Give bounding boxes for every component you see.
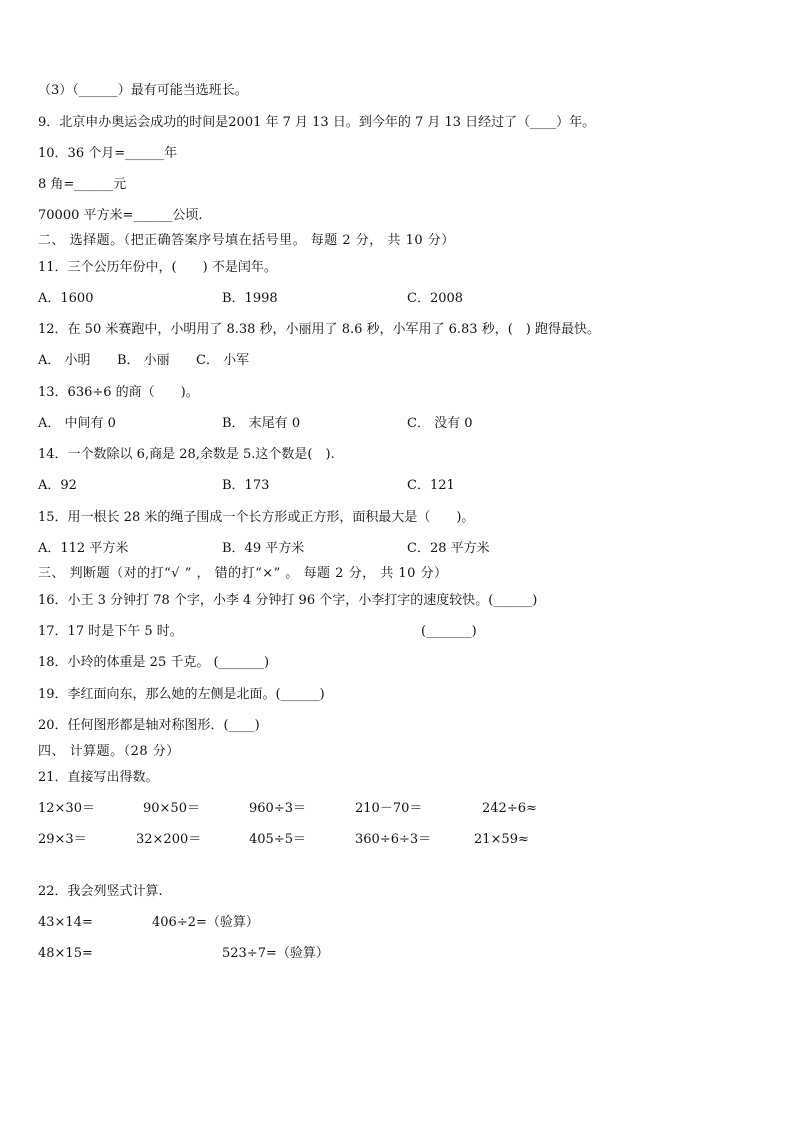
q11-option-a: A．1600 bbox=[38, 291, 94, 306]
q12-option-c: C． 小军 bbox=[196, 353, 250, 368]
question-10c: 70000 平方米=______公顷. bbox=[38, 208, 203, 223]
question-16: 16．小王 3 分钟打 78 个字，小李 4 分钟打 96 个字，小李打字的速度较快。(______) bbox=[38, 593, 538, 608]
q15-option-c: C．28 平方米 bbox=[407, 541, 490, 556]
question-11: 11．三个公历年份中，( ) 不是闰年。 bbox=[38, 260, 277, 275]
q14-option-b: B．173 bbox=[222, 478, 270, 493]
section-4-heading: 四、 计算题。（28 分） bbox=[38, 744, 180, 759]
calc-item: 360÷6÷3＝ bbox=[355, 832, 432, 847]
q14-option-a: A．92 bbox=[38, 478, 77, 493]
q8-sub3: （3）（______）最有可能当选班长。 bbox=[38, 83, 248, 98]
q15-option-b: B．49 平方米 bbox=[222, 541, 305, 556]
calc-item: 242÷6≈ bbox=[482, 801, 537, 816]
q11-option-c: C．2008 bbox=[407, 291, 464, 306]
question-21: 21．直接写出得数。 bbox=[38, 770, 159, 785]
section-3-heading: 三、 判断题（对的打“√ ” ， 错的打“×” 。 每题 2 分， 共 10 分） bbox=[38, 566, 448, 581]
calc-item: 405÷5＝ bbox=[249, 832, 306, 847]
question-15: 15．用一根长 28 米的绳子围成一个长方形或正方形，面积最大是（ )。 bbox=[38, 510, 475, 525]
question-10a: 10．36 个月=______年 bbox=[38, 146, 178, 161]
vertical-calc-item: 48×15= bbox=[38, 946, 93, 961]
question-17: 17．17 时是下午 5 时。 bbox=[38, 624, 183, 639]
calc-item: 90×50＝ bbox=[143, 801, 200, 816]
calc-item: 210－70＝ bbox=[355, 801, 423, 816]
q13-option-b: B． 末尾有 0 bbox=[222, 416, 301, 431]
question-20: 20．任何图形都是轴对称图形．(____) bbox=[38, 718, 260, 733]
q11-option-b: B．1998 bbox=[222, 291, 278, 306]
q17-answer-blank: (_______) bbox=[421, 624, 477, 639]
calc-item: 32×200＝ bbox=[136, 832, 202, 847]
calc-item: 12×30＝ bbox=[38, 801, 95, 816]
q15-option-a: A．112 平方米 bbox=[38, 541, 129, 556]
section-2-heading: 二、 选择题。（把正确答案序号填在括号里。 每题 2 分， 共 10 分） bbox=[38, 233, 455, 248]
question-13: 13．636÷6 的商（ )。 bbox=[38, 385, 199, 400]
vertical-calc-item: 523÷7=（验算） bbox=[222, 946, 329, 961]
vertical-calc-item: 406÷2=（验算） bbox=[152, 915, 259, 930]
calc-item: 960÷3＝ bbox=[249, 801, 306, 816]
question-12: 12．在 50 米赛跑中，小明用了 8.38 秒，小丽用了 8.6 秒，小军用了 6.83 秒，( ) 跑得最快。 bbox=[38, 322, 600, 337]
q13-option-c: C． 没有 0 bbox=[407, 416, 473, 431]
q14-option-c: C．121 bbox=[407, 478, 455, 493]
question-14: 14．一个数除以 6,商是 28,余数是 5.这个数是( ). bbox=[38, 447, 335, 462]
calc-item: 29×3＝ bbox=[38, 832, 87, 847]
question-18: 18．小玲的体重是 25 千克。 (_______) bbox=[38, 655, 270, 670]
q12-option-b: B． 小丽 bbox=[117, 353, 170, 368]
vertical-calc-item: 43×14= bbox=[38, 915, 93, 930]
calc-item: 21×59≈ bbox=[474, 832, 529, 847]
q13-option-a: A． 中间有 0 bbox=[38, 416, 116, 431]
question-22: 22．我会列竖式计算. bbox=[38, 884, 163, 899]
q12-option-a: A． 小明 bbox=[38, 353, 91, 368]
question-10b: 8 角=______元 bbox=[38, 177, 127, 192]
question-19: 19．李红面向东，那么她的左侧是北面。(______) bbox=[38, 687, 325, 702]
question-9: 9．北京申办奥运会成功的时间是2001 年 7 月 13 日。到今年的 7 月 13 日经过了（____）年。 bbox=[38, 115, 596, 130]
